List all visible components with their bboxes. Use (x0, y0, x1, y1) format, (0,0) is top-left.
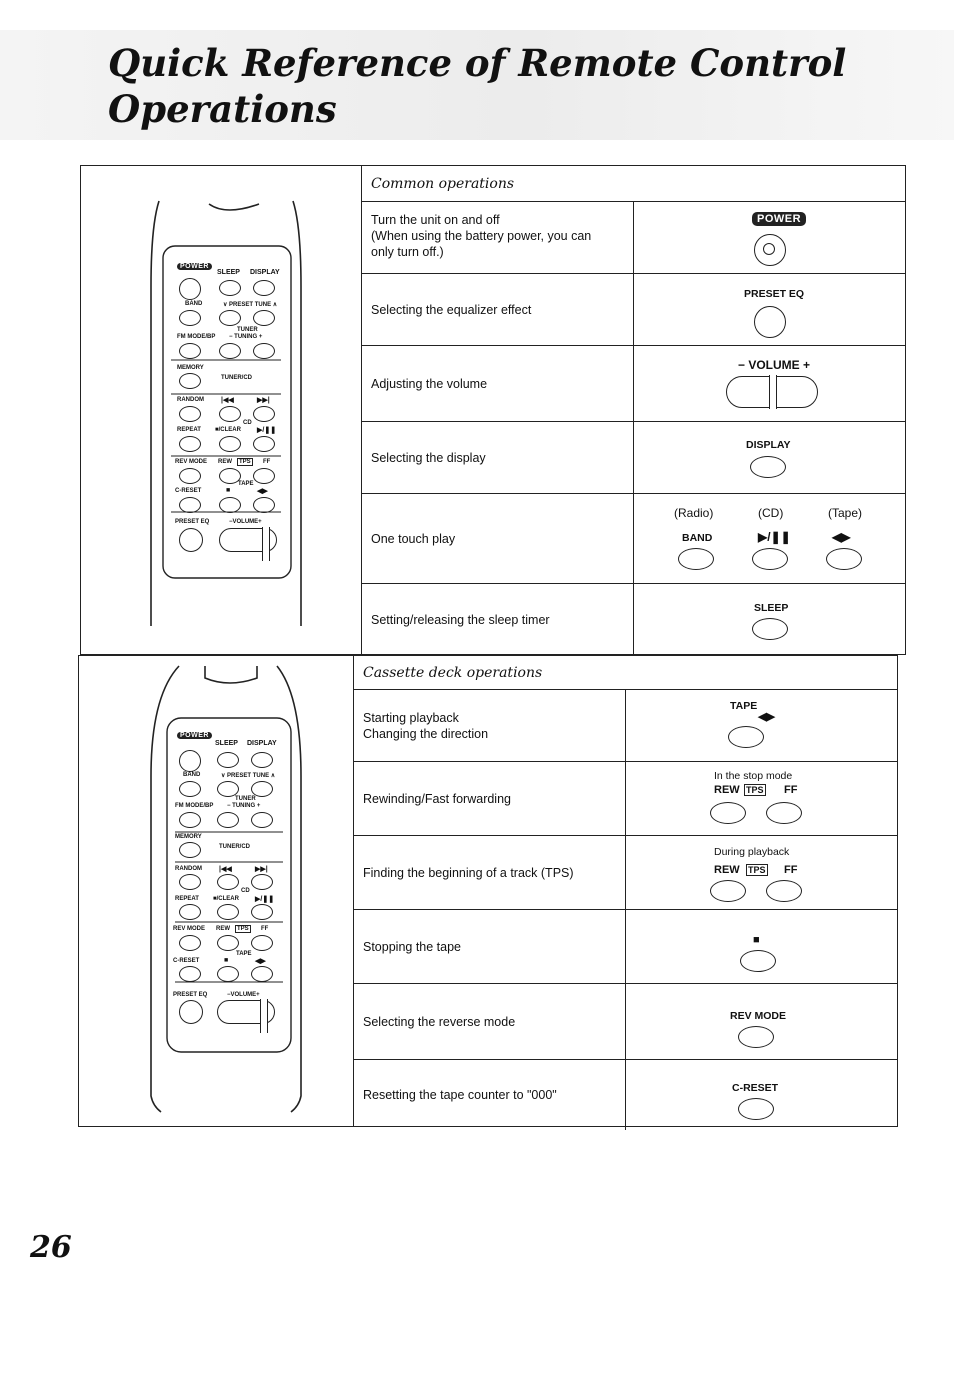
remote-random-button[interactable] (179, 874, 201, 890)
table-row (353, 984, 897, 1060)
remote-play-pause-button[interactable] (253, 436, 275, 452)
sleep-label: SLEEP (754, 602, 789, 614)
power-button[interactable] (754, 234, 786, 266)
remote-preset-down-button[interactable] (219, 310, 241, 326)
tape-label: TAPE (730, 700, 758, 712)
remote-power-label: POWER (177, 263, 212, 270)
remote-power-button[interactable] (179, 750, 201, 772)
remote-sleep-button[interactable] (219, 280, 241, 296)
remote-display-button[interactable] (253, 280, 275, 296)
rev-mode-button[interactable] (738, 1026, 774, 1048)
remote-fm-mode-button[interactable] (179, 343, 201, 359)
table-row (361, 584, 905, 656)
cassette-operations-section (78, 655, 898, 1127)
table-row (361, 494, 905, 584)
table-row (353, 1060, 897, 1130)
row-description: One touch play (371, 531, 456, 546)
table-row (361, 202, 905, 274)
table-row (361, 346, 905, 422)
remote-c-reset-button[interactable] (179, 966, 201, 982)
remote-skip-forward-button[interactable] (251, 874, 273, 890)
table-row (361, 422, 905, 494)
button-cell (633, 346, 905, 421)
button-cell (633, 422, 905, 493)
tape-direction-icon: ◀▶ (758, 711, 775, 723)
table-row (353, 690, 897, 762)
button-cell (633, 202, 905, 273)
table-row (353, 910, 897, 984)
table-row (353, 762, 897, 836)
c-reset-button[interactable] (738, 1098, 774, 1120)
remote-preset-eq-button[interactable] (179, 528, 203, 552)
remote-random-button[interactable] (179, 406, 201, 422)
row-description: Rewinding/Fast forwarding (363, 791, 511, 806)
remote-skip-forward-button[interactable] (253, 406, 275, 422)
preset-eq-button[interactable] (754, 306, 786, 338)
tape-button[interactable] (728, 726, 764, 748)
tape-button[interactable] (826, 548, 862, 570)
remote-outline (79, 656, 353, 1128)
button-cell (625, 1060, 897, 1130)
row-description: Turn the unit on and off (When using the battery power, you can only turn off.) (371, 213, 592, 259)
play-pause-label: ▶/❚❚ (758, 530, 791, 544)
remote-band-button[interactable] (179, 781, 201, 797)
remote-skip-back-button[interactable] (217, 874, 239, 890)
ff-button[interactable] (766, 880, 802, 902)
row-description: Selecting the equalizer effect (371, 302, 532, 317)
page-title: Quick Reference of Remote Control Operations (108, 41, 847, 131)
band-button[interactable] (678, 548, 714, 570)
row-description: Starting playback Changing the direction (363, 710, 489, 741)
remote-repeat-button[interactable] (179, 436, 201, 452)
remote-power-button[interactable] (179, 278, 201, 300)
remote-ff-button[interactable] (251, 935, 273, 951)
button-cell: (Radio) (CD) (Tape) BAND ▶/❚❚ ◀▶ (633, 494, 905, 583)
remote-stop-button[interactable] (217, 966, 239, 982)
row-description: Resetting the tape counter to "000" (363, 1088, 557, 1102)
button-cell: During playback REW TPS FF (625, 836, 897, 909)
display-label: DISPLAY (746, 439, 791, 451)
button-cell (633, 274, 905, 345)
remote-tape-button[interactable] (251, 966, 273, 982)
stop-icon: ■ (753, 934, 760, 946)
remote-preset-down-button[interactable] (217, 781, 239, 797)
remote-power-label: POWER (177, 732, 212, 739)
remote-rev-mode-button[interactable] (179, 935, 201, 951)
preset-eq-label: PRESET EQ (744, 288, 805, 300)
button-cell (625, 690, 897, 761)
rew-button[interactable] (710, 802, 746, 824)
table-row (353, 836, 897, 910)
rew-label: REW (714, 784, 740, 796)
play-pause-button[interactable] (752, 548, 788, 570)
tps-label: TPS (746, 785, 764, 795)
table-row (361, 274, 905, 346)
remote-fm-mode-button[interactable] (179, 812, 201, 828)
power-label: POWER (752, 212, 806, 226)
button-cell (625, 984, 897, 1059)
ff-label: FF (784, 864, 798, 876)
remote-volume-rocker[interactable] (217, 1000, 275, 1024)
power-icon (763, 243, 775, 255)
remote-tuning-up-button[interactable] (251, 812, 273, 828)
remote-preset-eq-button[interactable] (179, 1000, 203, 1024)
button-cell (633, 584, 905, 656)
c-reset-label: C-RESET (732, 1082, 779, 1094)
remote-rew-button[interactable] (217, 935, 239, 951)
band-label: BAND (682, 532, 713, 544)
row-description: Selecting the display (371, 450, 486, 465)
remote-preset-up-button[interactable] (251, 781, 273, 797)
section-heading: Common operations (361, 166, 905, 202)
button-cell (625, 910, 897, 983)
section-heading: Cassette deck operations (353, 656, 897, 690)
remote-display-button[interactable] (251, 752, 273, 768)
button-cell: In the stop mode REW TPS FF (625, 762, 897, 835)
common-operations-section (80, 165, 906, 655)
remote-play-pause-button[interactable] (251, 904, 273, 920)
row-description: Setting/releasing the sleep timer (371, 613, 550, 627)
remote-stop-clear-button[interactable] (217, 904, 239, 920)
remote-stop-button[interactable] (219, 497, 241, 513)
remote-volume-rocker[interactable] (219, 528, 277, 552)
rev-mode-label: REV MODE (730, 1010, 787, 1022)
remote-illustration-2: POWER SLEEP DISPLAY BAND ∨ PRESET TUNE ∧ TUNER FM MODE/BP − TUNING + MEMORY TUNER/CD RANDOM |◀◀ ▶▶| CD REPEAT ■/CLEAR ▶/❚❚ REV MODE REW TPS FF TAPE C-RESET ■ ◀▶ PRESET EQ −VOLUME+ (79, 656, 354, 1126)
remote-band-button[interactable] (179, 310, 201, 326)
remote-ff-button[interactable] (253, 468, 275, 484)
remote-stop-clear-button[interactable] (219, 436, 241, 452)
tps-label: TPS (748, 865, 766, 875)
remote-skip-back-button[interactable] (219, 406, 241, 422)
rew-button[interactable] (710, 880, 746, 902)
row-description: Selecting the reverse mode (363, 1014, 516, 1029)
rew-label: REW (714, 864, 740, 876)
remote-memory-button[interactable] (179, 373, 201, 389)
remote-illustration-1: POWER SLEEP DISPLAY BAND ∨ PRESET TUNE ∧ TUNER FM MODE/BP − TUNING + MEMORY TUNER/CD RANDOM |◀◀ ▶▶| CD REPEAT ■/CLEAR ▶/❚❚ REV MODE REW TPS FF TAPE C-RESET ■ ◀▶ PRESET EQ −VOLUME+ (81, 166, 362, 654)
stop-button[interactable] (740, 950, 776, 972)
remote-c-reset-button[interactable] (179, 497, 201, 513)
page-number: 26 (30, 1230, 72, 1265)
sleep-button[interactable] (752, 618, 788, 640)
remote-tuning-down-button[interactable] (217, 812, 239, 828)
ff-button[interactable] (766, 802, 802, 824)
volume-label: − VOLUME + (738, 358, 811, 372)
tape-direction-label: ◀▶ (832, 530, 851, 544)
remote-sleep-button[interactable] (217, 752, 239, 768)
row-description: Adjusting the volume (371, 376, 488, 391)
remote-preset-up-button[interactable] (253, 310, 275, 326)
cassette-operations-table (353, 656, 897, 1126)
remote-rev-mode-button[interactable] (179, 468, 201, 484)
remote-repeat-button[interactable] (179, 904, 201, 920)
display-button[interactable] (750, 456, 786, 478)
remote-tuning-up-button[interactable] (253, 343, 275, 359)
remote-tuning-down-button[interactable] (219, 343, 241, 359)
ff-label: FF (784, 784, 798, 796)
remote-tape-button[interactable] (253, 497, 275, 513)
row-description: Finding the beginning of a track (TPS) (363, 865, 574, 880)
common-operations-table (361, 166, 905, 654)
row-description: Stopping the tape (363, 939, 461, 954)
remote-memory-button[interactable] (179, 842, 201, 858)
volume-rocker[interactable] (726, 376, 818, 408)
